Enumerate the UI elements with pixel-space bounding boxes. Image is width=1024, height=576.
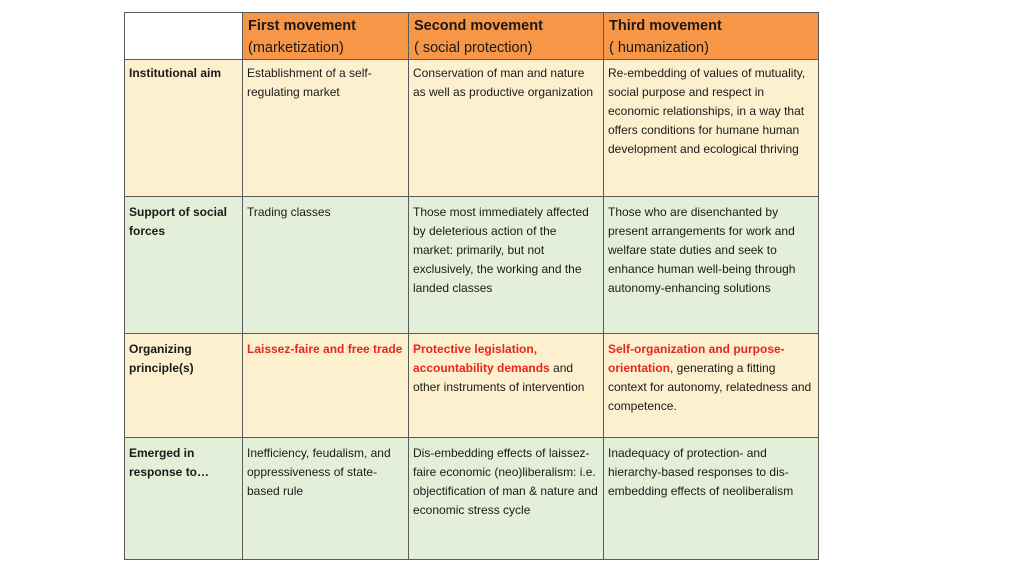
organizing-second-rest: and other instruments of intervention [413,361,585,394]
header-corner-cell [125,13,243,60]
second-movement-subtitle: ( social protection) [414,40,533,56]
cell-emerged-first: Inefficiency, feudalism, and oppressiveness of state-based rule [243,438,409,560]
first-movement-title: First movement [248,18,356,34]
organizing-third-rest: , generating a fitting context for autonomy, relatedness and competence. [608,361,812,413]
cell-support-second: Those most immediately affected by deleterious action of the market: primarily, but not exclusively, the working and the landed classes [409,197,604,334]
header-row [125,13,819,60]
highlight-protective-legislation: Protective legislation, accountability demands [413,342,550,375]
cell-emerged-third: Inadequacy of protection- and hierarchy-based responses to dis-embedding effects of neoliberalism [604,438,819,560]
cell-organizing-third [604,334,819,438]
row-label-support: Support of social forces [125,197,243,334]
cell-aim-third: Re-embedding of values of mutuality, social purpose and respect in economic relationships, in a way that offers conditions for humane human development and ecological thriving [604,60,819,197]
cell-aim-first: Establishment of a self-regulating market [243,60,409,197]
cell-organizing-second [409,334,604,438]
movements-table [124,12,819,560]
cell-organizing-first [243,334,409,438]
first-movement-subtitle: (marketization) [248,40,344,56]
row-label-institutional-aim: Institutional aim [125,60,243,197]
cell-support-third: Those who are disenchanted by present arrangements for work and welfare state duties and seek to enhance human well-being through autonomy-enhancing solutions [604,197,819,334]
second-movement-title: Second movement [414,18,543,34]
header-first-movement [243,13,409,60]
row-support-social-forces [125,197,819,334]
row-emerged-in-response [125,438,819,560]
row-institutional-aim [125,60,819,197]
cell-emerged-second: Dis-embedding effects of laissez-faire economic (neo)liberalism: i.e. objectification of man & nature and economic stress cycle [409,438,604,560]
third-movement-title: Third movement [609,18,722,34]
highlight-self-organization: Self-organization and purpose-orientation [608,342,785,375]
row-label-emerged: Emerged in response to… [125,438,243,560]
row-label-organizing: Organizing principle(s) [125,334,243,438]
third-movement-subtitle: ( humanization) [609,40,709,56]
header-second-movement [409,13,604,60]
row-organizing-principles [125,334,819,438]
cell-support-first: Trading classes [243,197,409,334]
cell-aim-second: Conservation of man and nature as well as productive organization [409,60,604,197]
highlight-laissez-faire: Laissez-faire and free trade [247,342,403,356]
header-third-movement [604,13,819,60]
